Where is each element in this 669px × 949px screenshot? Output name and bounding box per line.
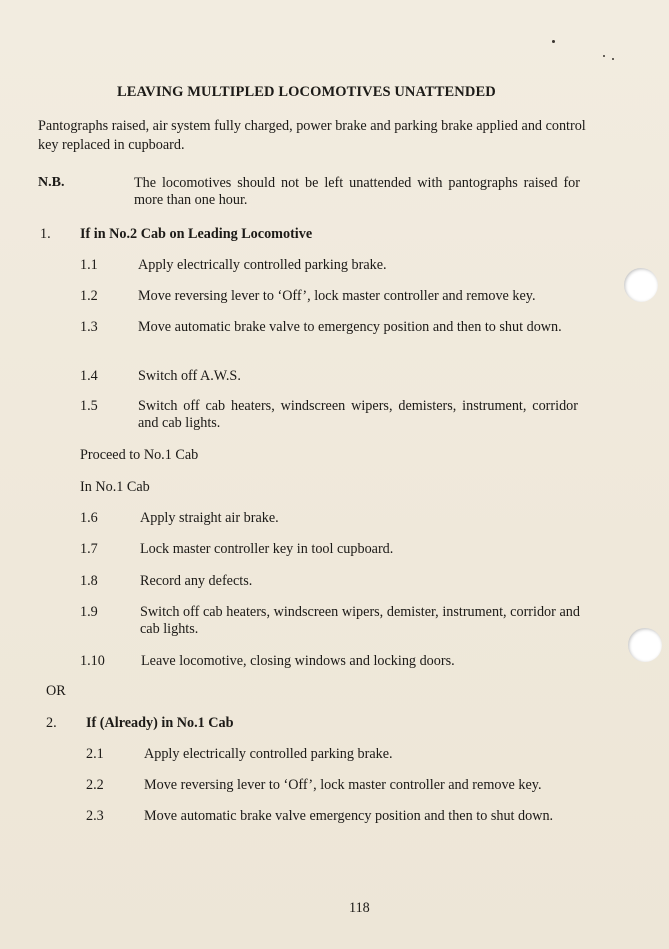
or-separator: OR <box>46 683 66 699</box>
paper-speck <box>612 58 614 60</box>
proceed-note: Proceed to No.1 Cab <box>80 447 199 463</box>
nb-label: N.B. <box>38 175 65 190</box>
item-number: 2.3 <box>86 808 104 824</box>
item-text: Switch off A.W.S. <box>138 368 241 384</box>
item-text: Lock master controller key in tool cupboard. <box>140 541 394 557</box>
item-number: 1.8 <box>80 573 98 589</box>
item-number: 1.3 <box>80 319 98 335</box>
paper-speck <box>552 40 555 43</box>
item-number: 1.5 <box>80 398 98 414</box>
item-number: 1.6 <box>80 510 98 526</box>
section-1-number: 1. <box>40 226 51 242</box>
paper-speck <box>603 55 605 57</box>
item-text: Move reversing lever to ‘Off’, lock master controller and remove key. <box>144 777 542 793</box>
cab-subheading: In No.1 Cab <box>80 479 150 495</box>
item-text: Move automatic brake valve to emergency position and then to shut down. <box>138 319 562 335</box>
page-title: LEAVING MULTIPLED LOCOMOTIVES UNATTENDED <box>117 84 496 100</box>
item-number: 1.7 <box>80 541 98 557</box>
item-number: 1.10 <box>80 653 105 669</box>
item-text: Leave locomotive, closing windows and locking doors. <box>141 653 455 669</box>
punch-hole <box>628 628 662 662</box>
nb-text: The locomotives should not be left unattended with pantographs raised for more than one hour. <box>134 175 580 208</box>
section-1-heading: If in No.2 Cab on Leading Locomotive <box>80 226 313 242</box>
item-text: Move automatic brake valve emergency position and then to shut down. <box>144 808 554 824</box>
item-text: Apply electrically controlled parking brake. <box>138 257 387 273</box>
item-number: 2.2 <box>86 777 104 793</box>
section-2-heading: If (Already) in No.1 Cab <box>86 715 234 731</box>
punch-hole <box>624 268 658 302</box>
page-number: 118 <box>349 900 370 916</box>
item-text: Switch off cab heaters, windscreen wipers, demisters, instrument, corridor and cab lights. <box>138 398 578 431</box>
section-2-number: 2. <box>46 715 57 731</box>
item-number: 1.1 <box>80 257 98 273</box>
item-text: Move reversing lever to ‘Off’, lock master controller and remove key. <box>138 288 536 304</box>
item-text: Record any defects. <box>140 573 253 589</box>
intro-paragraph: Pantographs raised, air system fully charged, power brake and parking brake applied and control key replaced in cupboard. <box>38 118 586 153</box>
item-text: Switch off cab heaters, windscreen wipers, demister, instrument, corridor and cab lights. <box>140 604 580 637</box>
item-number: 2.1 <box>86 746 104 762</box>
item-text: Apply straight air brake. <box>140 510 279 526</box>
item-number: 1.9 <box>80 604 98 620</box>
item-text: Apply electrically controlled parking brake. <box>144 746 393 762</box>
item-number: 1.4 <box>80 368 98 384</box>
item-number: 1.2 <box>80 288 98 304</box>
